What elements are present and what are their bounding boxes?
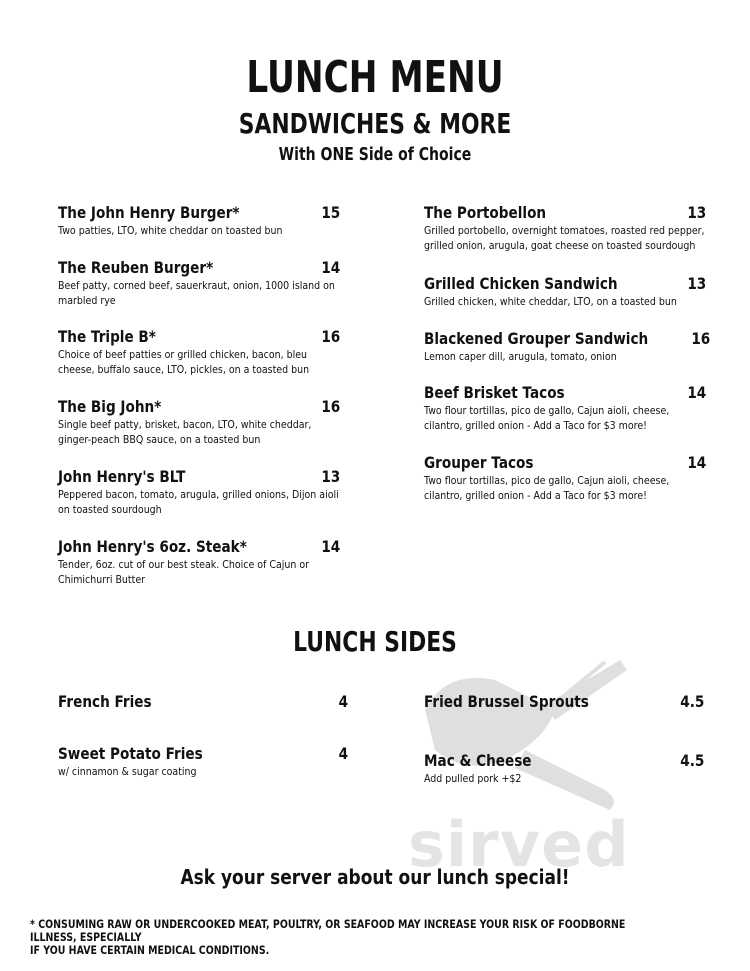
item-name: Grilled Chicken Sandwich [424, 274, 618, 293]
item-name: The Portobellon [424, 203, 547, 222]
item-name: The Triple B* [58, 327, 156, 346]
item-name: John Henry's BLT [58, 467, 186, 486]
item-price: 13 [687, 274, 706, 293]
page-subtitle: SANDWICHES & MORE [238, 107, 512, 140]
menu-item [424, 203, 706, 254]
item-name: Grouper Tacos [424, 453, 534, 472]
item-description: Two flour tortillas, pico de gallo, Cajun aioli, cheese, cilantro, grilled onion - Add a Taco for $3 more! [424, 475, 670, 502]
item-description: w/ cinnamon & sugar coating [58, 766, 197, 778]
item-name: John Henry's 6oz. Steak* [58, 537, 247, 556]
food-safety-disclaimer [30, 918, 645, 957]
item-price: 16 [321, 327, 340, 346]
item-price: 4 [338, 692, 348, 711]
side-item [424, 751, 704, 787]
item-name: Sweet Potato Fries [58, 744, 203, 763]
side-note: With ONE Side of Choice [278, 144, 472, 165]
item-description: Add pulled pork +$2 [424, 773, 522, 785]
item-name: The John Henry Burger* [58, 203, 240, 222]
item-price: 14 [321, 258, 340, 277]
item-description: Tender, 6oz. cut of our best steak. Choice of Cajun or Chimichurri Butter [58, 559, 310, 586]
menu-item [58, 397, 340, 448]
item-description: Grilled portobello, overnight tomatoes, roasted red pepper, grilled onion, arugula, goat cheese on toasted sourdough [424, 225, 705, 252]
item-price: 15 [321, 203, 340, 222]
menu-item [58, 467, 340, 518]
item-price: 4.5 [679, 692, 704, 711]
item-price: 4 [338, 744, 348, 763]
item-description: Choice of beef patties or grilled chicken, bacon, bleu cheese, buffalo sauce, LTO, pickles, on a toasted bun [58, 349, 310, 376]
page-title: LUNCH MENU [246, 52, 504, 103]
menu-item [424, 383, 706, 434]
item-name: Beef Brisket Tacos [424, 383, 565, 402]
item-price: 13 [321, 467, 340, 486]
menu-item [424, 329, 711, 365]
disclaimer-line: * CONSUMING RAW OR UNDERCOOKED MEAT, POULTRY, OR SEAFOOD MAY INCREASE YOUR RISK OF FOODBORNE ILLNESS, ESPECIALLY [30, 917, 626, 944]
item-name: The Reuben Burger* [58, 258, 214, 277]
item-description: Two flour tortillas, pico de gallo, Cajun aioli, cheese, cilantro, grilled onion - Add a Taco for $3 more! [424, 405, 670, 432]
fork-watermark-icon [405, 650, 645, 820]
item-price: 16 [321, 397, 340, 416]
menu-item [58, 537, 340, 588]
item-name: Fried Brussel Sprouts [424, 692, 589, 711]
watermark-text: sirved [408, 808, 630, 881]
item-name: Blackened Grouper Sandwich [424, 329, 649, 348]
item-description: Peppered bacon, tomato, arugula, grilled onions, Dijon aioli on toasted sourdough [58, 489, 339, 516]
item-description: Beef patty, corned beef, sauerkraut, onion, 1000 island on marbled rye [58, 280, 335, 307]
item-price: 14 [321, 537, 340, 556]
side-item [58, 744, 348, 780]
item-price: 4.5 [679, 751, 704, 770]
disclaimer-line: IF YOU HAVE CERTAIN MEDICAL CONDITIONS. [30, 943, 270, 957]
item-price: 16 [691, 329, 711, 348]
menu-item [58, 327, 340, 378]
item-name: Mac & Cheese [424, 751, 532, 770]
item-description: Two patties, LTO, white cheddar on toasted bun [58, 225, 283, 237]
item-name: French Fries [58, 692, 152, 711]
item-price: 13 [687, 203, 706, 222]
side-item [58, 692, 348, 711]
menu-item [424, 274, 706, 310]
item-name: The Big John* [58, 397, 162, 416]
menu-item [58, 203, 340, 239]
side-item [424, 692, 704, 711]
item-price: 14 [687, 383, 706, 402]
item-description: Lemon caper dill, arugula, tomato, onion [424, 351, 617, 363]
item-description: Single beef patty, brisket, bacon, LTO, white cheddar, ginger-peach BBQ sauce, on a toasted bun [58, 419, 312, 446]
item-price: 14 [687, 453, 706, 472]
lunch-special-note: Ask your server about our lunch special! [180, 865, 570, 889]
sides-title: LUNCH SIDES [293, 625, 457, 658]
menu-item [424, 453, 706, 504]
menu-item [58, 258, 340, 309]
item-description: Grilled chicken, white cheddar, LTO, on a toasted bun [424, 296, 677, 308]
